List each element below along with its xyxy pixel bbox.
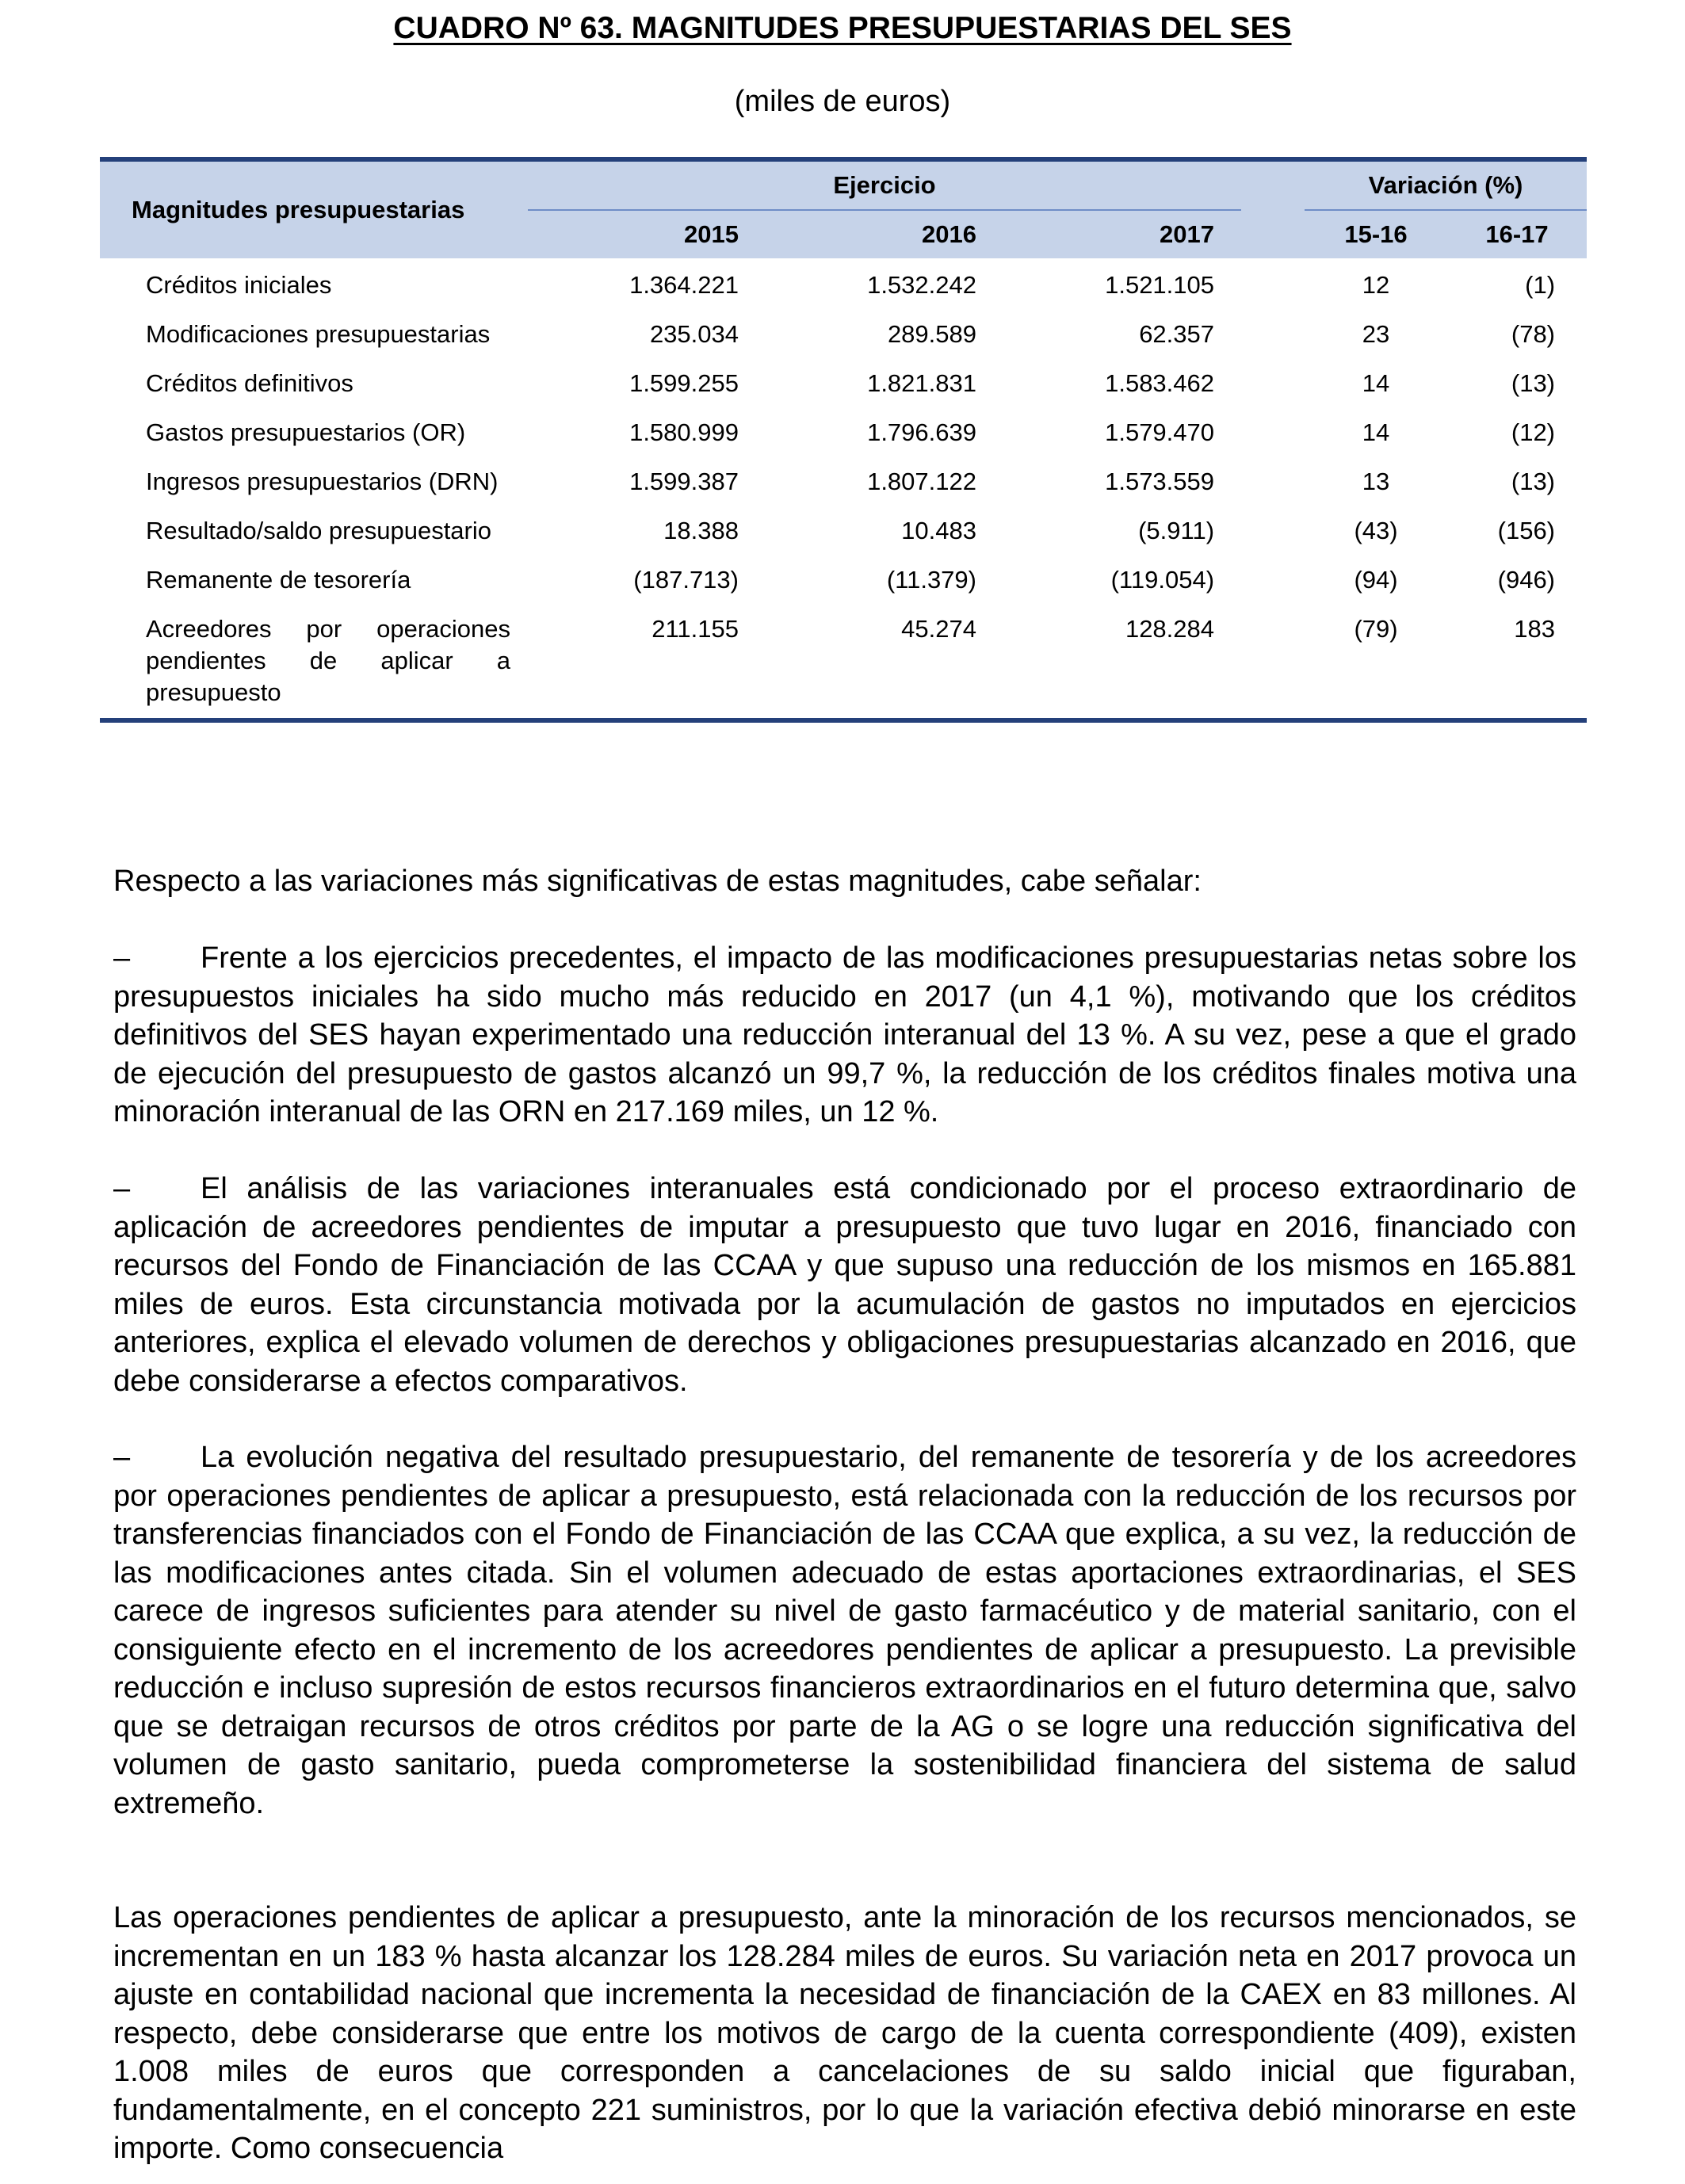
cell-2015: 1.580.999 [629, 418, 739, 446]
row-label: Resultado/saldo presupuestario [146, 517, 491, 544]
cell-var-15-16: (43) [1354, 517, 1398, 544]
table-row [100, 457, 1587, 506]
dash-bullet: – [113, 1172, 131, 1205]
cell-var-16-17: (12) [1511, 418, 1556, 446]
cell-2015: 18.388 [663, 517, 739, 544]
cell-2016: (11.379) [886, 566, 976, 594]
cell-var-15-16: 13 [1362, 468, 1390, 495]
cell-var-16-17: (13) [1511, 369, 1556, 397]
cell-var-15-16: 12 [1362, 271, 1390, 299]
cell-2015: 235.034 [649, 320, 739, 348]
table-row [100, 605, 1587, 720]
cell-var-15-16: (79) [1305, 605, 1447, 720]
row-label: Créditos definitivos [146, 369, 353, 397]
header-year-2016: 2016 [766, 210, 1003, 258]
dash-bullet: – [113, 1441, 131, 1474]
cell-2017: 62.357 [1139, 320, 1215, 348]
bullet-text: Frente a los ejercicios precedentes, el impacto de las modificaciones presupuestarias netas sobre los presupuestos iniciales ha sido mucho más reducido en 2017 (un 4,1 %), motivando que los créditos definitivos del SES hayan experimentado una reducción interanual del 13 %. A su vez, pese a que el grado de ejecución del presupuesto de gastos alcanzó un 99,7 %, la reducción de los créditos finales motiva una minoración interanual de las ORN en 217.169 miles, un 12 %. [113, 941, 1576, 1128]
cell-var-16-17: (13) [1511, 468, 1556, 495]
document-title: CUADRO Nº 63. MAGNITUDES PRESUPUESTARIAS DEL SES [393, 11, 1292, 45]
header-ejercicio: Ejercicio [528, 159, 1241, 210]
document-subtitle: (miles de euros) [734, 85, 951, 118]
row-label: Remanente de tesorería [146, 566, 411, 594]
row-label: Acreedores por operaciones pendientes de aplicar a presupuesto [100, 605, 528, 720]
cell-2017: 1.583.462 [1105, 369, 1215, 397]
cell-var-16-17: (156) [1497, 517, 1556, 544]
cell-2016: 1.821.831 [867, 369, 976, 397]
table-row [100, 359, 1587, 408]
cell-2016: 10.483 [901, 517, 976, 544]
row-label: Ingresos presupuestarios (DRN) [146, 468, 499, 495]
bullet-paragraph-3 [113, 1438, 1576, 1823]
header-period-15-16: 15-16 [1305, 210, 1447, 258]
bullet-text: La evolución negativa del resultado presupuestario, del remanente de tesorería y de los acreedores por operaciones pendientes de aplicar a presupuesto, está relacionada con la reducción de los recursos por transferencias financiados con el Fondo de Financiación de las CCAA que explica, a su vez, la reducción de las modificaciones antes citada. Sin el volumen adecuado de estas aportaciones extraordinarias, el SES carece de ingresos suficientes para atender su nivel de gasto farmacéutico y de material sanitario, con el consiguiente efecto en el incremento de los acreedores pendientes de aplicar a presupuesto. La previsible reducción e incluso supresión de estos recursos financieros extraordinarios en el futuro determina que, salvo que se detraigan recursos de otros créditos por parte de la AG o se logre una reducción significativa del volumen de gasto sanitario, pueda comprometerse la sostenibilidad financiera del sistema de salud extremeño. [113, 1441, 1576, 1820]
cell-var-15-16: 14 [1362, 369, 1390, 397]
cell-2016: 1.807.122 [867, 468, 976, 495]
cell-2016: 1.796.639 [867, 418, 976, 446]
bullet-paragraph-2 [113, 1170, 1576, 1400]
row-label: Gastos presupuestarios (OR) [146, 418, 466, 446]
cell-2015: 1.599.387 [629, 468, 739, 495]
cell-var-15-16: (94) [1354, 566, 1398, 594]
intro-paragraph: Respecto a las variaciones más significativas de estas magnitudes, cabe señalar: [113, 865, 1202, 898]
cell-2017: 1.521.105 [1105, 271, 1215, 299]
cell-2017: (119.054) [1110, 566, 1215, 594]
cell-2016: 1.532.242 [867, 271, 976, 299]
cell-var-16-17: (78) [1511, 320, 1556, 348]
cell-2016: 289.589 [887, 320, 976, 348]
table-row [100, 408, 1587, 457]
closing-paragraph: Las operaciones pendientes de aplicar a presupuesto, ante la minoración de los recursos mencionados, se incrementan en un 183 % hasta alcanzar los 128.284 miles de euros. Su variación neta en 2017 provoca un ajuste en contabilidad nacional que incrementa la necesidad de financiación de la CAEX en 83 millones. Al respecto, debe considerarse que entre los motivos de cargo de la cuenta correspondiente (409), existen 1.008 miles de euros que corresponden a cancelaciones de su saldo inicial que figuraban, fundamentalmente, en el concepto 221 suministros, por lo que la variación efectiva debió minorarse en este importe. Como consecuencia [113, 1901, 1576, 2165]
header-year-2017: 2017 [1003, 210, 1241, 258]
row-label: Créditos iniciales [146, 271, 332, 299]
row-label: Modificaciones presupuestarias [146, 320, 491, 348]
table-row [100, 258, 1587, 310]
cell-2015: 1.364.221 [629, 271, 739, 299]
dash-bullet: – [113, 941, 131, 975]
cell-var-16-17: (1) [1525, 271, 1556, 299]
budget-magnitudes-table [100, 157, 1587, 723]
cell-2017: 128.284 [1003, 605, 1241, 720]
cell-2017: 1.573.559 [1105, 468, 1215, 495]
header-period-16-17: 16-17 [1447, 210, 1587, 258]
bullet-text: El análisis de las variaciones interanuales está condicionado por el proceso extraordinario de aplicación de acreedores pendientes de imputar a presupuesto que tuvo lugar en 2016, financiado con recursos del Fondo de Financiación de las CCAA y que supuso una reducción de los mismos en 165.881 miles de euros. Esta circunstancia motivada por la acumulación de gastos no imputados en ejercicios anteriores, explica el elevado volumen de derechos y obligaciones presupuestarias alcanzado en 2016, que debe considerarse a efectos comparativos. [113, 1172, 1576, 1398]
cell-2015: 1.599.255 [629, 369, 739, 397]
cell-var-16-17: (946) [1497, 566, 1556, 594]
header-year-2015: 2015 [528, 210, 766, 258]
cell-2015: (187.713) [633, 566, 739, 594]
cell-2017: (5.911) [1138, 517, 1215, 544]
header-magnitudes: Magnitudes presupuestarias [100, 159, 528, 258]
cell-2015: 211.155 [528, 605, 766, 720]
cell-2016: 45.274 [766, 605, 1003, 720]
cell-var-15-16: 14 [1362, 418, 1390, 446]
table-row [100, 506, 1587, 556]
bullet-paragraph-1 [113, 939, 1576, 1132]
cell-var-15-16: 23 [1362, 320, 1390, 348]
table-row [100, 556, 1587, 605]
cell-2017: 1.579.470 [1105, 418, 1215, 446]
header-variacion: Variación (%) [1305, 159, 1587, 210]
cell-var-16-17: 183 [1447, 605, 1587, 720]
table-row [100, 310, 1587, 359]
